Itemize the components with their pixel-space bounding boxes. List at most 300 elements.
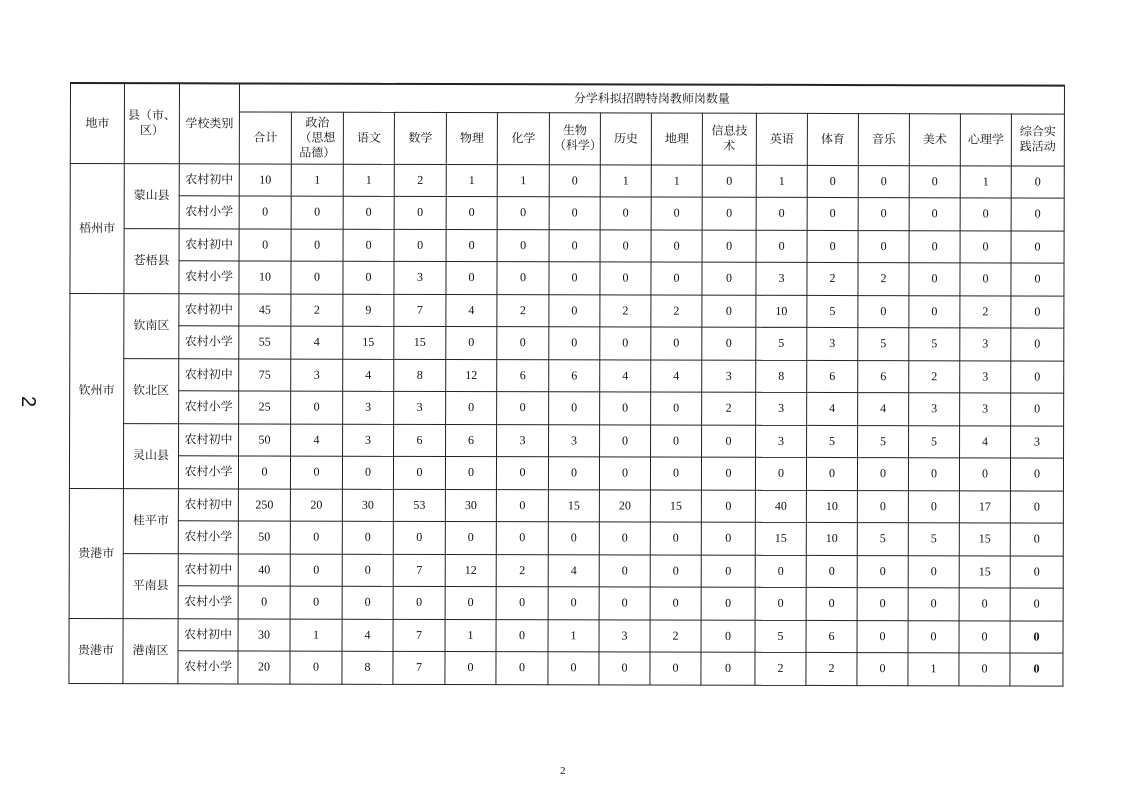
value-cell: 0 xyxy=(858,295,909,328)
value-cell: 30 xyxy=(238,618,290,651)
table-row xyxy=(69,520,1063,555)
value-cell: 0 xyxy=(446,391,497,424)
table-row xyxy=(70,163,1064,198)
value-cell: 1 xyxy=(497,164,549,197)
value-cell: 0 xyxy=(651,197,702,230)
value-cell: 10 xyxy=(806,490,857,523)
value-cell: 0 xyxy=(909,295,960,328)
value-cell: 50 xyxy=(238,521,290,554)
school-type-cell: 农村小学 xyxy=(179,391,239,424)
value-cell: 2 xyxy=(496,554,548,587)
school-type-cell: 农村初中 xyxy=(179,358,239,391)
value-cell: 4 xyxy=(858,393,909,426)
value-cell: 5 xyxy=(908,523,959,556)
value-cell: 0 xyxy=(806,457,857,490)
header-city: 地市 xyxy=(70,83,124,163)
header-subject: 地理 xyxy=(651,113,702,165)
value-cell: 0 xyxy=(239,196,291,229)
value-cell: 0 xyxy=(497,197,549,230)
value-cell: 4 xyxy=(960,425,1011,458)
value-cell: 0 xyxy=(701,587,755,620)
value-cell: 0 xyxy=(599,652,650,685)
value-cell: 0 xyxy=(806,587,857,620)
header-subject: 综合实践活动 xyxy=(1011,113,1064,165)
school-type-cell: 农村小学 xyxy=(178,456,238,489)
table-row xyxy=(70,293,1064,328)
value-cell: 5 xyxy=(755,620,806,653)
value-cell: 0 xyxy=(1011,295,1064,328)
header-subject-group: 分学科拟招聘特岗教师岗数量 xyxy=(239,83,1064,113)
value-cell: 0 xyxy=(600,262,651,295)
value-cell: 0 xyxy=(908,555,959,588)
value-cell: 25 xyxy=(239,391,291,424)
value-cell: 0 xyxy=(857,458,908,491)
value-cell: 0 xyxy=(857,620,908,653)
value-cell: 0 xyxy=(549,294,600,327)
value-cell: 4 xyxy=(291,326,343,359)
header-subject: 合计 xyxy=(239,111,291,163)
value-cell: 0 xyxy=(497,327,549,360)
value-cell: 0 xyxy=(651,327,702,360)
value-cell: 2 xyxy=(807,262,858,295)
value-cell: 0 xyxy=(908,620,959,653)
school-type-cell: 农村小学 xyxy=(179,261,239,294)
value-cell: 2 xyxy=(650,620,701,653)
value-cell: 0 xyxy=(290,651,342,684)
value-cell: 0 xyxy=(343,229,394,262)
value-cell: 2 xyxy=(858,263,909,296)
value-cell: 0 xyxy=(651,392,702,425)
value-cell: 7 xyxy=(393,554,445,587)
value-cell: 4 xyxy=(291,424,343,457)
value-cell: 0 xyxy=(497,392,549,425)
value-cell: 6 xyxy=(549,359,600,392)
value-cell: 0 xyxy=(701,652,755,685)
value-cell: 0 xyxy=(702,295,756,328)
value-cell: 3 xyxy=(343,424,394,457)
table-row xyxy=(70,391,1064,426)
value-cell: 3 xyxy=(756,392,807,425)
value-cell: 0 xyxy=(909,230,960,263)
value-cell: 0 xyxy=(1011,230,1064,263)
city-cell: 梧州市 xyxy=(70,163,124,293)
value-cell: 0 xyxy=(600,229,651,262)
value-cell: 55 xyxy=(239,326,291,359)
value-cell: 0 xyxy=(1010,620,1063,653)
value-cell: 3 xyxy=(497,424,549,457)
county-cell: 平南县 xyxy=(123,553,178,618)
value-cell: 3 xyxy=(960,393,1011,426)
value-cell: 0 xyxy=(756,197,807,230)
value-cell: 0 xyxy=(755,457,806,490)
value-cell: 0 xyxy=(394,229,446,262)
value-cell: 0 xyxy=(291,261,343,294)
value-cell: 0 xyxy=(342,521,393,554)
value-cell: 0 xyxy=(1010,653,1063,686)
value-cell: 8 xyxy=(342,651,393,684)
value-cell: 40 xyxy=(238,553,290,586)
value-cell: 20 xyxy=(290,489,342,522)
county-cell: 钦北区 xyxy=(124,358,179,423)
value-cell: 0 xyxy=(701,620,755,653)
value-cell: 1 xyxy=(548,619,599,652)
value-cell: 0 xyxy=(857,588,908,621)
value-cell: 0 xyxy=(599,587,650,620)
value-cell: 2 xyxy=(600,294,651,327)
value-cell: 2 xyxy=(806,652,857,685)
value-cell: 3 xyxy=(960,360,1011,393)
table-row xyxy=(70,261,1064,296)
value-cell: 4 xyxy=(342,619,393,652)
county-cell: 蒙山县 xyxy=(124,163,179,228)
value-cell: 3 xyxy=(960,328,1011,361)
school-type-cell: 农村初中 xyxy=(179,293,239,326)
value-cell: 0 xyxy=(909,198,960,231)
value-cell: 0 xyxy=(806,555,857,588)
header-subject: 生物（科学） xyxy=(549,112,600,164)
value-cell: 0 xyxy=(807,197,858,230)
value-cell: 6 xyxy=(394,424,446,457)
header-county: 县（市、区） xyxy=(124,83,179,163)
value-cell: 0 xyxy=(1011,198,1064,231)
school-type-cell: 农村小学 xyxy=(178,586,238,619)
value-cell: 20 xyxy=(599,489,650,522)
value-cell: 0 xyxy=(549,164,600,197)
value-cell: 10 xyxy=(239,163,291,196)
value-cell: 7 xyxy=(393,619,445,652)
value-cell: 3 xyxy=(291,359,343,392)
value-cell: 0 xyxy=(702,197,756,230)
county-cell: 钦南区 xyxy=(124,293,179,358)
value-cell: 0 xyxy=(549,262,600,295)
value-cell: 1 xyxy=(290,619,342,652)
value-cell: 0 xyxy=(496,619,548,652)
value-cell: 0 xyxy=(445,521,496,554)
value-cell: 0 xyxy=(857,653,908,686)
value-cell: 0 xyxy=(1010,588,1063,621)
value-cell: 0 xyxy=(651,425,702,458)
value-cell: 0 xyxy=(1010,523,1063,556)
value-cell: 0 xyxy=(291,196,343,229)
header-subject: 信息技术 xyxy=(702,113,756,165)
value-cell: 0 xyxy=(600,327,651,360)
value-cell: 0 xyxy=(1010,490,1063,523)
header-row-group xyxy=(70,83,1064,114)
value-cell: 0 xyxy=(548,522,599,555)
value-cell: 0 xyxy=(1011,393,1064,426)
value-cell: 0 xyxy=(701,555,755,588)
value-cell: 0 xyxy=(858,165,909,198)
table-row xyxy=(69,585,1063,620)
value-cell: 2 xyxy=(909,360,960,393)
value-cell: 0 xyxy=(1011,328,1064,361)
value-cell: 0 xyxy=(343,196,394,229)
value-cell: 3 xyxy=(756,262,807,295)
value-cell: 0 xyxy=(755,555,806,588)
value-cell: 0 xyxy=(651,230,702,263)
school-type-cell: 农村初中 xyxy=(178,618,238,651)
value-cell: 6 xyxy=(807,360,858,393)
value-cell: 1 xyxy=(445,619,496,652)
value-cell: 5 xyxy=(756,327,807,360)
value-cell: 0 xyxy=(909,165,960,198)
value-cell: 0 xyxy=(548,587,599,620)
value-cell: 0 xyxy=(960,198,1011,231)
value-cell: 0 xyxy=(702,262,756,295)
value-cell: 0 xyxy=(548,457,599,490)
school-type-cell: 农村初中 xyxy=(179,228,239,261)
value-cell: 45 xyxy=(239,293,291,326)
value-cell: 5 xyxy=(807,295,858,328)
value-cell: 0 xyxy=(549,327,600,360)
value-cell: 0 xyxy=(599,457,650,490)
header-subject: 政治（思想品德） xyxy=(291,112,343,164)
value-cell: 0 xyxy=(702,165,756,198)
value-cell: 1 xyxy=(960,165,1011,198)
value-cell: 0 xyxy=(445,651,496,684)
value-cell: 0 xyxy=(908,490,959,523)
value-cell: 0 xyxy=(496,652,548,685)
value-cell: 3 xyxy=(807,327,858,360)
value-cell: 0 xyxy=(909,263,960,296)
value-cell: 0 xyxy=(496,457,548,490)
value-cell: 7 xyxy=(393,651,445,684)
header-subject: 音乐 xyxy=(858,113,909,165)
value-cell: 0 xyxy=(342,456,393,489)
city-cell: 钦州市 xyxy=(69,293,124,488)
value-cell: 0 xyxy=(291,229,343,262)
header-subject: 物理 xyxy=(446,112,497,164)
value-cell: 15 xyxy=(548,489,599,522)
value-cell: 20 xyxy=(238,651,290,684)
value-cell: 0 xyxy=(497,229,549,262)
value-cell: 0 xyxy=(702,327,756,360)
table-row xyxy=(69,553,1063,588)
value-cell: 0 xyxy=(290,521,342,554)
value-cell: 1 xyxy=(651,165,702,198)
value-cell: 0 xyxy=(291,391,343,424)
value-cell: 3 xyxy=(394,391,446,424)
school-type-cell: 农村小学 xyxy=(179,326,239,359)
value-cell: 0 xyxy=(342,554,393,587)
table-row xyxy=(69,488,1063,523)
value-cell: 1 xyxy=(343,164,394,197)
value-cell: 0 xyxy=(650,652,701,685)
value-cell: 0 xyxy=(238,586,290,619)
value-cell: 0 xyxy=(549,197,600,230)
value-cell: 4 xyxy=(446,294,497,327)
value-cell: 2 xyxy=(960,295,1011,328)
page-footer-number: 2 xyxy=(560,765,566,777)
county-cell: 桂平市 xyxy=(123,488,178,553)
value-cell: 6 xyxy=(858,360,909,393)
value-cell: 0 xyxy=(959,588,1010,621)
school-type-cell: 农村小学 xyxy=(178,521,238,554)
value-cell: 1 xyxy=(446,164,497,197)
value-cell: 0 xyxy=(343,261,394,294)
value-cell: 5 xyxy=(857,523,908,556)
value-cell: 0 xyxy=(857,555,908,588)
value-cell: 3 xyxy=(343,391,394,424)
header-subject: 体育 xyxy=(807,113,858,165)
table-row xyxy=(70,358,1064,393)
value-cell: 17 xyxy=(959,490,1010,523)
value-cell: 0 xyxy=(755,587,806,620)
value-cell: 0 xyxy=(497,262,549,295)
value-cell: 30 xyxy=(342,489,393,522)
value-cell: 3 xyxy=(599,619,650,652)
value-cell: 2 xyxy=(755,652,806,685)
value-cell: 15 xyxy=(650,490,701,523)
value-cell: 0 xyxy=(701,457,755,490)
value-cell: 0 xyxy=(599,522,650,555)
value-cell: 0 xyxy=(393,456,445,489)
value-cell: 2 xyxy=(702,392,756,425)
value-cell: 5 xyxy=(858,425,909,458)
value-cell: 0 xyxy=(445,456,496,489)
header-school-type: 学校类别 xyxy=(179,83,239,163)
value-cell: 3 xyxy=(394,261,446,294)
value-cell: 0 xyxy=(651,262,702,295)
value-cell: 10 xyxy=(756,295,807,328)
header-subject: 化学 xyxy=(497,112,549,164)
value-cell: 8 xyxy=(756,360,807,393)
value-cell: 53 xyxy=(393,489,445,522)
value-cell: 8 xyxy=(394,359,446,392)
header-subject: 历史 xyxy=(600,112,651,164)
county-cell: 苍梧县 xyxy=(124,228,179,293)
value-cell: 0 xyxy=(600,424,651,457)
value-cell: 2 xyxy=(291,294,343,327)
value-cell: 5 xyxy=(858,328,909,361)
city-cell: 贵港市 xyxy=(69,618,123,683)
value-cell: 0 xyxy=(701,490,755,523)
value-cell: 4 xyxy=(343,359,394,392)
value-cell: 0 xyxy=(756,230,807,263)
value-cell: 0 xyxy=(908,458,959,491)
value-cell: 40 xyxy=(755,490,806,523)
value-cell: 0 xyxy=(446,196,497,229)
value-cell: 0 xyxy=(1011,165,1064,198)
value-cell: 0 xyxy=(702,230,756,263)
value-cell: 250 xyxy=(238,488,290,521)
value-cell: 15 xyxy=(959,555,1010,588)
header-subject: 心理学 xyxy=(960,113,1011,165)
value-cell: 0 xyxy=(599,554,650,587)
table-row xyxy=(69,618,1063,653)
value-cell: 0 xyxy=(496,587,548,620)
value-cell: 0 xyxy=(238,456,290,489)
value-cell: 10 xyxy=(806,522,857,555)
value-cell: 0 xyxy=(394,196,446,229)
value-cell: 0 xyxy=(857,490,908,523)
county-cell: 港南区 xyxy=(123,618,178,683)
value-cell: 4 xyxy=(600,359,651,392)
city-cell: 贵港市 xyxy=(69,488,123,618)
value-cell: 0 xyxy=(1011,360,1064,393)
value-cell: 0 xyxy=(290,456,342,489)
value-cell: 0 xyxy=(1010,555,1063,588)
value-cell: 3 xyxy=(1011,425,1064,458)
school-type-cell: 农村初中 xyxy=(178,553,238,586)
value-cell: 0 xyxy=(446,326,497,359)
value-cell: 5 xyxy=(909,425,960,458)
value-cell: 6 xyxy=(497,359,549,392)
value-cell: 1 xyxy=(600,164,651,197)
school-type-cell: 农村小学 xyxy=(178,651,238,684)
value-cell: 0 xyxy=(393,586,445,619)
value-cell: 0 xyxy=(446,229,497,262)
value-cell: 0 xyxy=(239,228,291,261)
value-cell: 3 xyxy=(702,360,756,393)
school-type-cell: 农村初中 xyxy=(179,423,239,456)
value-cell: 0 xyxy=(342,586,393,619)
table-row xyxy=(69,456,1063,491)
value-cell: 15 xyxy=(394,326,446,359)
value-cell: 0 xyxy=(960,230,1011,263)
value-cell: 0 xyxy=(600,392,651,425)
value-cell: 4 xyxy=(548,554,599,587)
value-cell: 0 xyxy=(548,652,599,685)
value-cell: 0 xyxy=(445,586,496,619)
value-cell: 12 xyxy=(446,359,497,392)
table-row xyxy=(70,228,1064,263)
value-cell: 4 xyxy=(651,360,702,393)
value-cell: 12 xyxy=(445,554,496,587)
header-subject: 数学 xyxy=(394,112,446,164)
value-cell: 0 xyxy=(908,588,959,621)
side-page-number: 2 xyxy=(17,395,40,408)
value-cell: 1 xyxy=(291,164,343,197)
value-cell: 15 xyxy=(755,522,806,555)
value-cell: 0 xyxy=(496,489,548,522)
recruitment-table xyxy=(68,82,1065,686)
value-cell: 0 xyxy=(650,587,701,620)
value-cell: 2 xyxy=(394,164,446,197)
value-cell: 0 xyxy=(959,458,1010,491)
value-cell: 10 xyxy=(239,261,291,294)
value-cell: 0 xyxy=(600,197,651,230)
value-cell: 0 xyxy=(807,230,858,263)
value-cell: 1 xyxy=(908,653,959,686)
value-cell: 0 xyxy=(290,554,342,587)
value-cell: 4 xyxy=(807,392,858,425)
value-cell: 0 xyxy=(650,555,701,588)
value-cell: 0 xyxy=(858,230,909,263)
value-cell: 75 xyxy=(239,358,291,391)
value-cell: 0 xyxy=(702,425,756,458)
value-cell: 0 xyxy=(290,586,342,619)
county-cell: 灵山县 xyxy=(123,423,178,488)
value-cell: 3 xyxy=(549,424,600,457)
value-cell: 5 xyxy=(807,425,858,458)
school-type-cell: 农村初中 xyxy=(179,163,239,196)
value-cell: 3 xyxy=(909,393,960,426)
header-subject: 英语 xyxy=(756,113,807,165)
table-row xyxy=(70,423,1064,458)
value-cell: 15 xyxy=(343,326,394,359)
table-row xyxy=(69,650,1063,685)
value-cell: 3 xyxy=(756,425,807,458)
value-cell: 0 xyxy=(1011,263,1064,296)
value-cell: 7 xyxy=(394,294,446,327)
value-cell: 0 xyxy=(496,522,548,555)
value-cell: 0 xyxy=(701,522,755,555)
table-row xyxy=(70,196,1064,231)
table-row xyxy=(70,326,1064,361)
value-cell: 0 xyxy=(650,457,701,490)
value-cell: 0 xyxy=(446,261,497,294)
